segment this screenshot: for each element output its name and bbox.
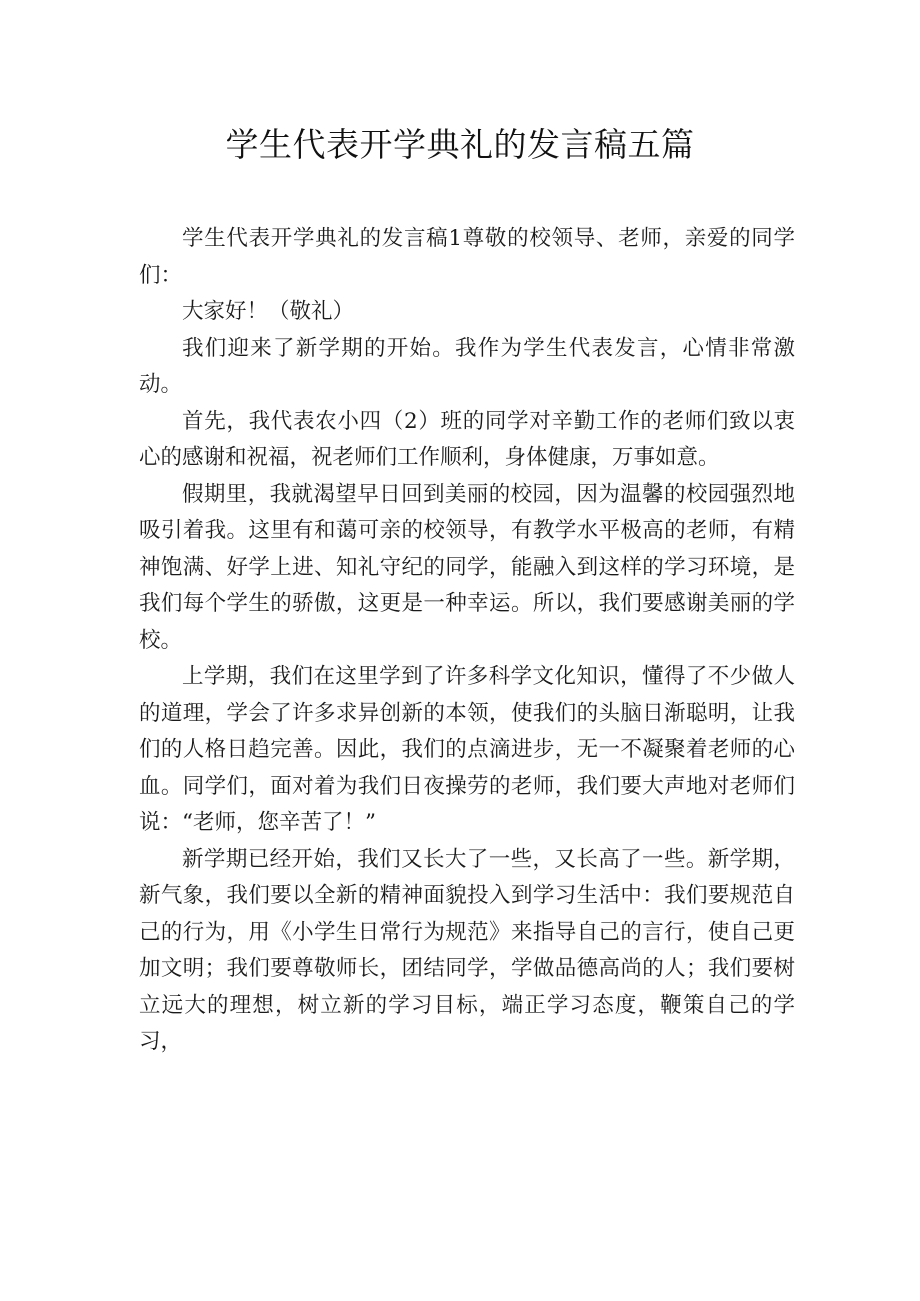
document-title: 学生代表开学典礼的发言稿五篇 [225, 125, 695, 164]
paragraph-intro: 我们迎来了新学期的开始。我作为学生代表发言，心情非常激动。 [139, 335, 795, 397]
paragraph-thanks: 首先，我代表农小四（2）班的同学对辛勤工作的老师们致以衷心的感谢和祝福，祝老师们工作顺利，身体健康，万事如意。 [139, 408, 795, 470]
paragraph-new-term: 新学期已经开始，我们又长大了一些，又长高了一些。新学期，新气象，我们要以全新的精神面貌投入到学习生活中：我们要规范自己的行为，用《小学生日常行为规范》来指导自己的言行，使自己更加文明；我们要尊敬师长，团结同学，学做品德高尚的人；我们要树立远大的理想，树立新的学习目标，端正学习态度，鞭策自己的学习， [139, 846, 795, 1054]
paragraph-last-term: 上学期，我们在这里学到了许多科学文化知识，懂得了不少做人的道理，学会了许多求异创新的本领，使我们的头脑日渐聪明，让我们的人格日趋完善。因此，我们的点滴进步，无一不凝聚着老师的心血。同学们，面对着为我们日夜操劳的老师，我们要大声地对老师们说：“老师，您辛苦了！” [139, 664, 795, 835]
paragraph-greeting: 学生代表开学典礼的发言稿1尊敬的校领导、老师，亲爱的同学们： [139, 226, 795, 288]
paragraph-hello: 大家好！（敬礼） [182, 299, 355, 324]
paragraph-holiday: 假期里，我就渴望早日回到美丽的校园，因为温馨的校园强烈地吸引着我。这里有和蔼可亲的校领导，有教学水平极高的老师，有精神饱满、好学上进、知礼守纪的同学，能融入到这样的学习环境，是我们每个学生的骄傲，这更是一种幸运。所以，我们要感谢美丽的学校。 [139, 481, 795, 653]
document-body [139, 221, 795, 1061]
